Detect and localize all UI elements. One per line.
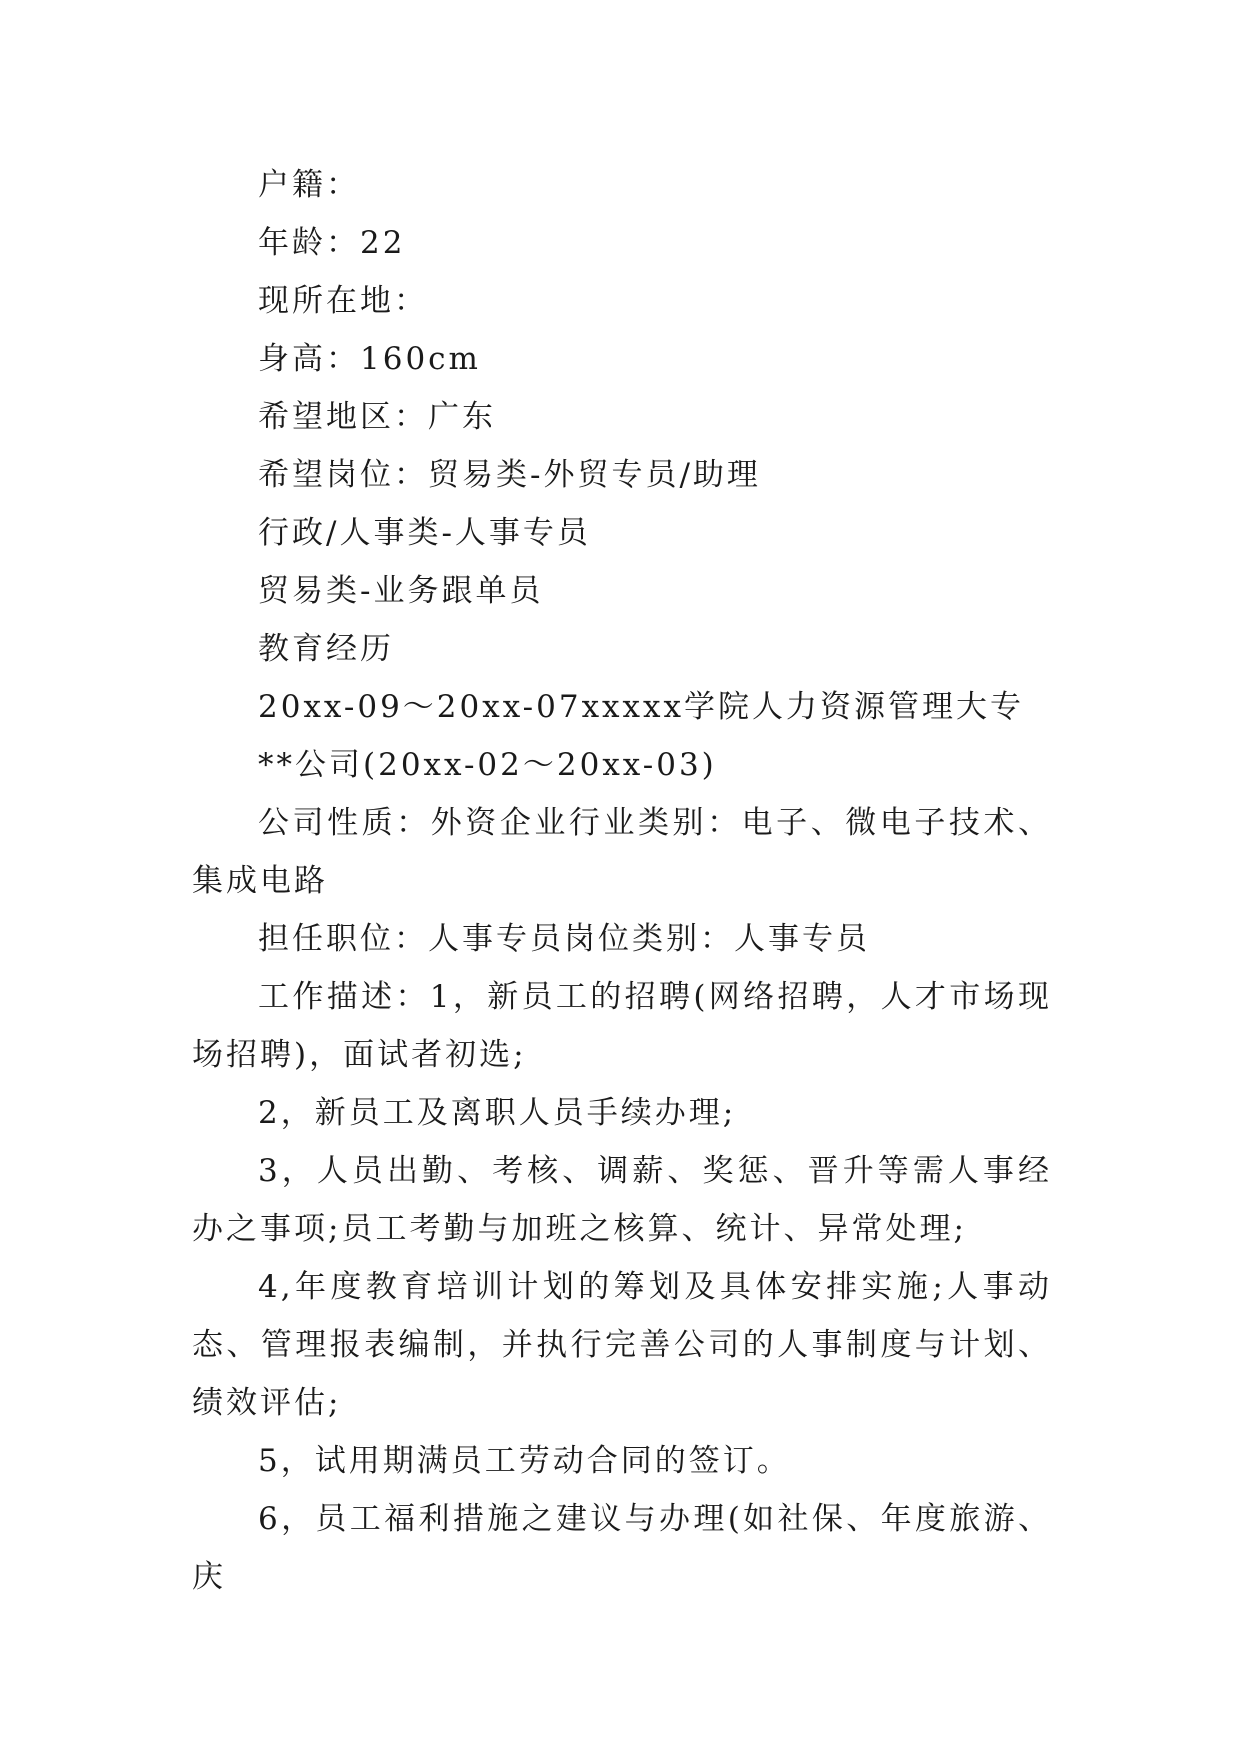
section-heading-education: 教育经历 — [258, 631, 394, 667]
paragraph-job-description-1: 工作描述：1，新员工的招聘(网络招聘，人才市场现场招聘)，面试者初选; — [192, 979, 1052, 1073]
paragraph-job-description-2: 2，新员工及离职人员手续办理; — [258, 1095, 737, 1131]
paragraph-age: 年龄：22 — [258, 225, 406, 261]
paragraph-household-registration: 户籍： — [258, 167, 360, 203]
resume-body — [192, 156, 1052, 1606]
paragraph-height: 身高：160cm — [258, 341, 481, 377]
paragraph-job-title: 担任职位：人事专员岗位类别：人事专员 — [258, 921, 870, 957]
paragraph-position-hr: 行政/人事类-人事专员 — [258, 515, 591, 551]
paragraph-desired-position: 希望岗位：贸易类-外贸专员/助理 — [258, 457, 761, 493]
paragraph-desired-region: 希望地区：广东 — [258, 399, 496, 435]
paragraph-job-description-5: 5，试用期满员工劳动合同的签订。 — [258, 1443, 791, 1479]
paragraph-job-description-6: 6，员工福利措施之建议与办理(如社保、年度旅游、庆 — [192, 1501, 1052, 1595]
paragraph-education-entry: 20xx-09～20xx-07xxxxx学院人力资源管理大专 — [258, 689, 1024, 725]
paragraph-company-nature: 公司性质：外资企业行业类别：电子、微电子技术、集成电路 — [192, 805, 1052, 899]
paragraph-company: **公司(20xx-02～20xx-03) — [258, 747, 717, 783]
paragraph-job-description-3: 3，人员出勤、考核、调薪、奖惩、晋升等需人事经办之事项;员工考勤与加班之核算、统计、异常处理; — [192, 1153, 1052, 1247]
paragraph-current-location: 现所在地： — [258, 283, 428, 319]
paragraph-job-description-4: 4,年度教育培训计划的筹划及具体安排实施;人事动态、管理报表编制，并执行完善公司的人事制度与计划、绩效评估; — [192, 1269, 1052, 1421]
paragraph-position-merchandiser: 贸易类-业务跟单员 — [258, 573, 544, 609]
